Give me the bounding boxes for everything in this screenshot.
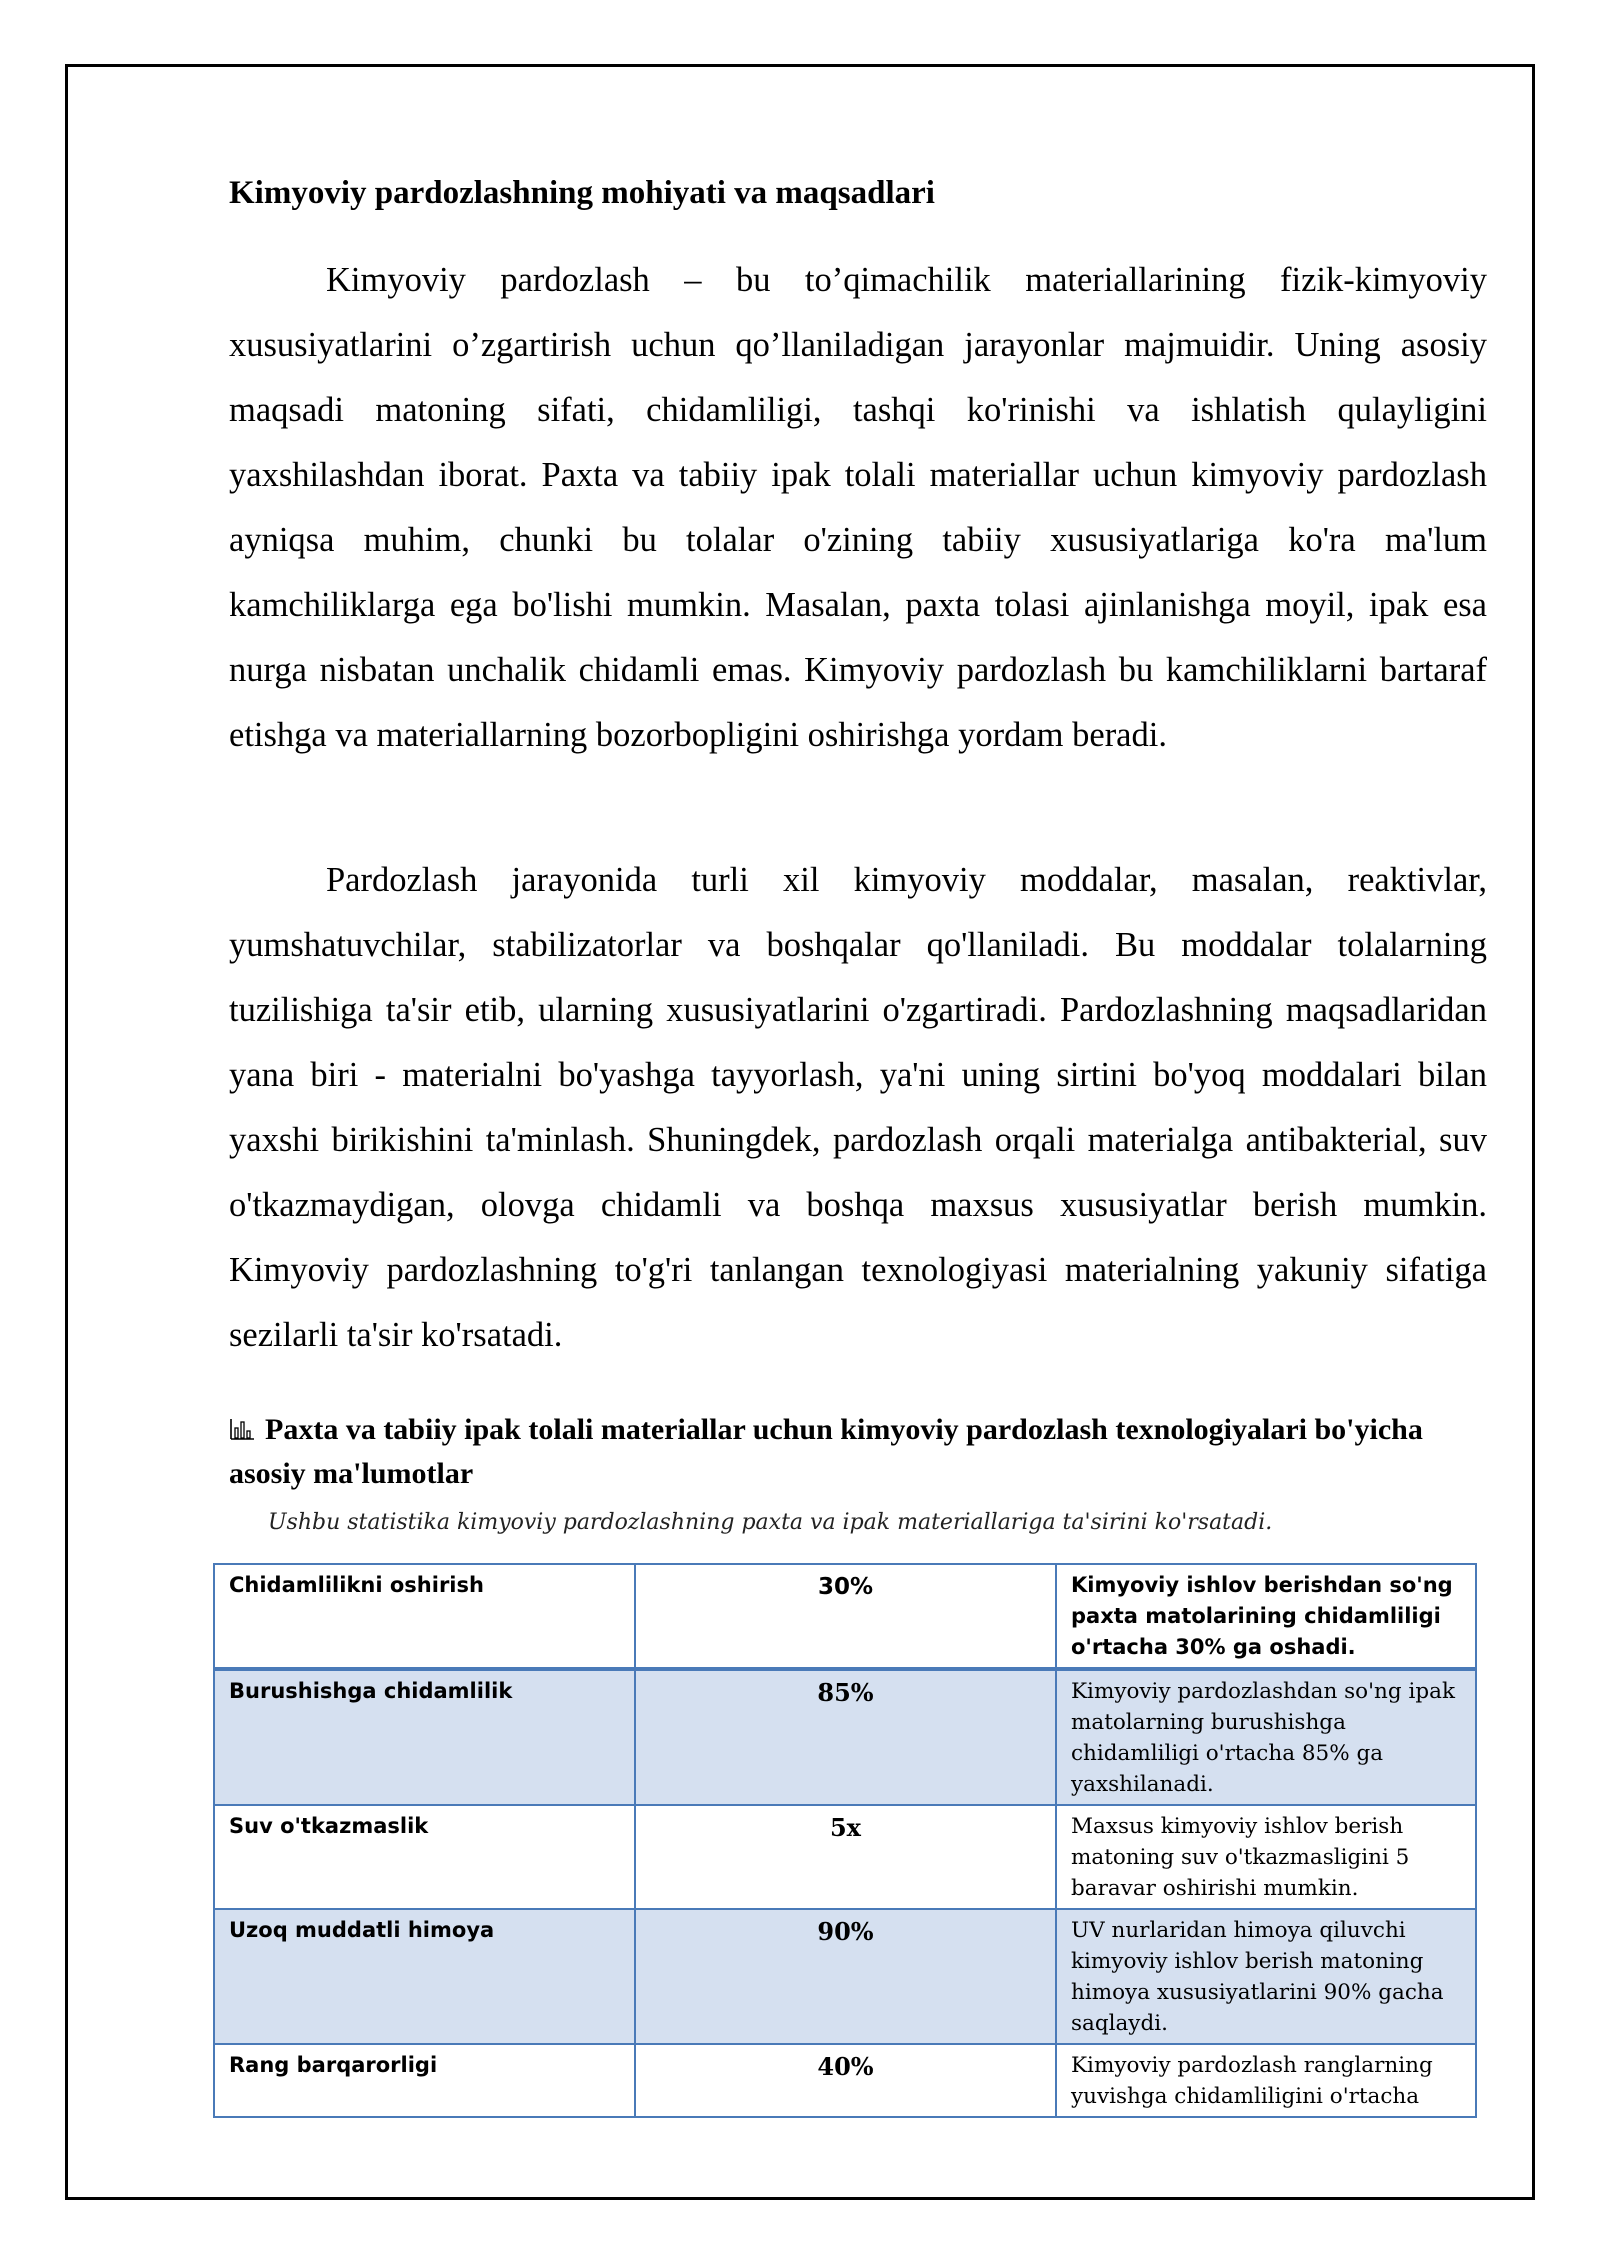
table-row (214, 1909, 1476, 2044)
paragraph-1: Kimyoviy pardozlash – bu to’qimachilik materiallarining fizik-kimyoviy xususiyatlarini o’zgartirish uchun qo’llaniladigan jarayonlar majmuidir. Uning asosiy maqsadi matoning sifati, chidamliligi, tashqi ko'rinishi va ishlatish qulayligini yaxshilashdan iborat. Paxta va tabiiy ipak tolali materiallar uchun kimyoviy pardozlash ayniqsa muhim, chunki bu tolalar o'zining tabiiy xususiyatlariga ko'ra ma'lum kamchiliklarga ega bo'lishi mumkin. Masalan, paxta tolasi ajinlanishga moyil, ipak esa nurga nisbatan unchalik chidamli emas. Kimyoviy pardozlash bu kamchiliklarni bartaraf etishga va materiallarning bozorbopligini oshirishga yordam beradi. (229, 261, 1487, 754)
paragraph-2: Pardozlash jarayonida turli xil kimyoviy moddalar, masalan, reaktivlar, yumshatuvchilar, stabilizatorlar va boshqalar qo'llaniladi. Bu moddalar tolalarning tuzilishiga ta'sir etib, ularning xususiyatlarini o'zgartiradi. Pardozlashning maqsadlaridan yana biri - materialni bo'yashga tayyorlash, ya'ni uning sirtini bo'yoq moddalari bilan yaxshi birikishini ta'minlash. Shuningdek, pardozlash orqali materialga antibakterial, suv o'tkazmaydigan, olovga chidamli va boshqa maxsus xususiyatlar berish mumkin. Kimyoviy pardozlashning to'g'ri tanlangan texnologiyasi materialning yakuniy sifatiga sezilarli ta'sir ko'rsatadi. (229, 861, 1487, 1354)
stats-table (213, 1563, 1477, 2118)
stat-description: Maxsus kimyoviy ishlov berish matoning suv o'tkazmasligini 5 baravar oshirishi mumkin. (1056, 1805, 1476, 1909)
stat-name: Uzoq muddatli himoya (214, 1909, 635, 2044)
stats-title (229, 1408, 1469, 1496)
stat-description: Kimyoviy ishlov berishdan so'ng paxta matolarining chidamliligi o'rtacha 30% ga oshadi. (1056, 1564, 1476, 1669)
stat-name: Chidamlilikni oshirish (214, 1564, 635, 1669)
stat-value: 30% (635, 1564, 1056, 1669)
stat-description: Kimyoviy pardozlash ranglarning yuvishga chidamliligini o'rtacha (1056, 2044, 1476, 2117)
stat-description: UV nurlaridan himoya qiluvchi kimyoviy ishlov berish matoning himoya xususiyatlarini 90% gacha saqlaydi. (1056, 1909, 1476, 2044)
stat-name: Burushishga chidamlilik (214, 1669, 635, 1805)
bar-chart-icon (229, 1418, 255, 1440)
stat-value: 90% (635, 1909, 1056, 2044)
table-row (214, 1805, 1476, 1909)
stat-name: Rang barqarorligi (214, 2044, 635, 2117)
stat-value: 40% (635, 2044, 1056, 2117)
stat-name: Suv o'tkazmaslik (214, 1805, 635, 1909)
table-row (214, 1669, 1476, 1805)
table-row (214, 1564, 1476, 1669)
stat-description: Kimyoviy pardozlashdan so'ng ipak matolarning burushishga chidamliligi o'rtacha 85% ga yaxshilanadi. (1056, 1669, 1476, 1805)
stats-caption: Ushbu statistika kimyoviy pardozlashning paxta va ipak materiallariga ta'sirini ko'rsatadi. (268, 1510, 1273, 1535)
stat-value: 5x (635, 1805, 1056, 1909)
table-row (214, 2044, 1476, 2117)
section-heading: Kimyoviy pardozlashning mohiyati va maqsadlari (229, 175, 935, 211)
stats-title-text: Paxta va tabiiy ipak tolali materiallar uchun kimyoviy pardozlash texnologiyalari bo'yicha asosiy ma'lumotlar (229, 1413, 1423, 1490)
stat-value: 85% (635, 1669, 1056, 1805)
